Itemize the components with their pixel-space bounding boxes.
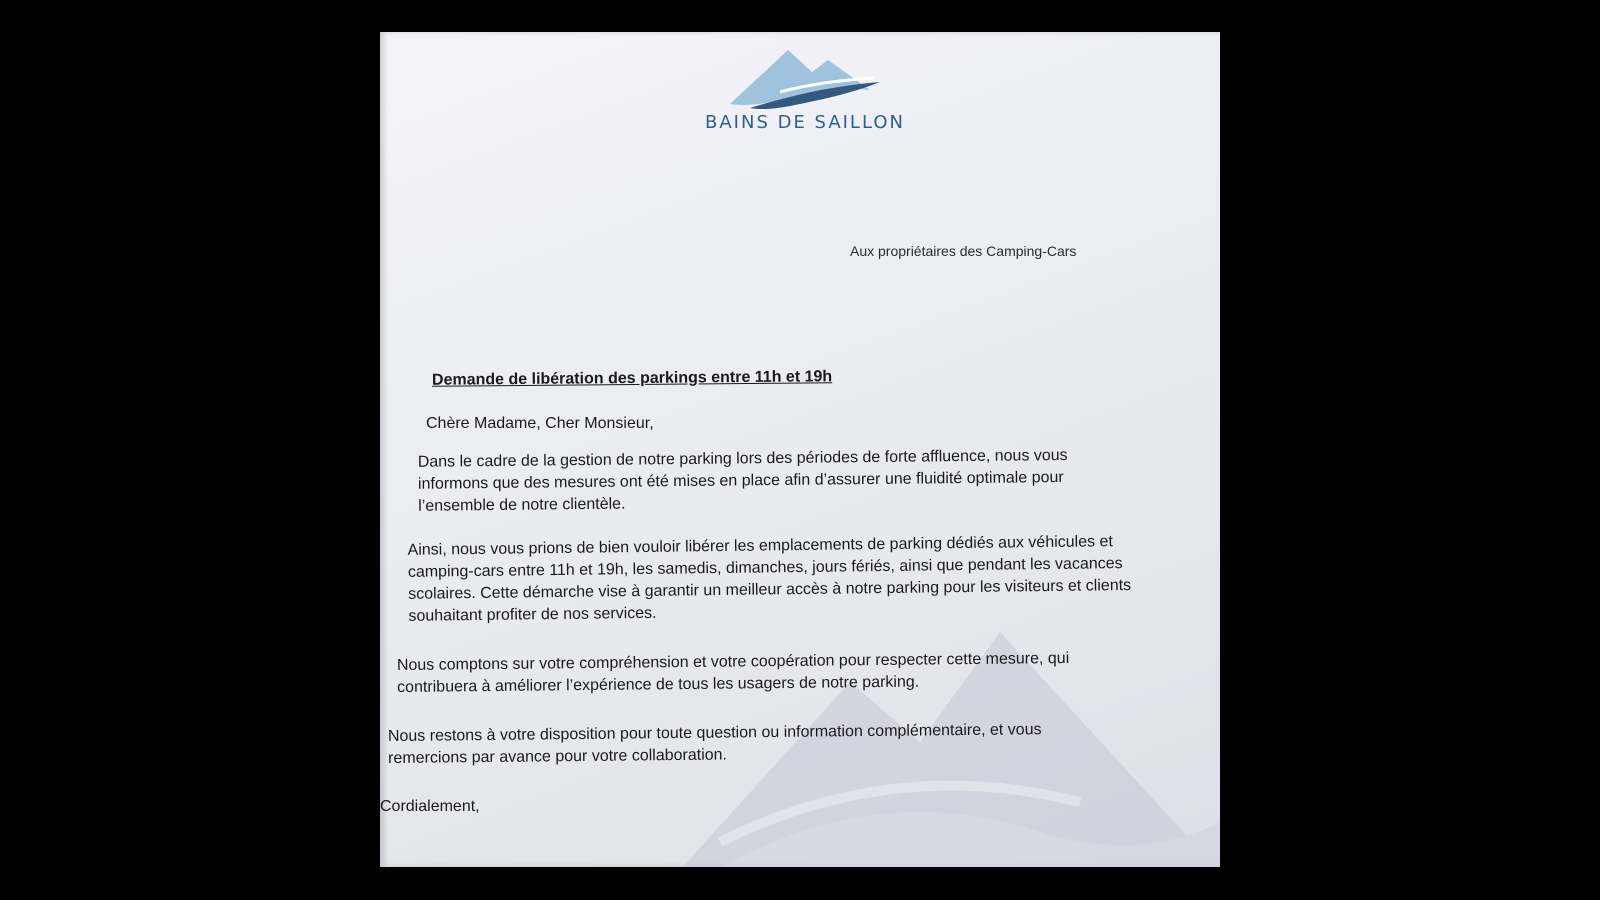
paragraph-line: remercions par avance pour votre collaboration.	[388, 746, 728, 768]
paragraph-line: l’ensemble de notre clientèle.	[418, 495, 626, 515]
paragraph-line: souhaitant profiter de nos services.	[408, 604, 657, 625]
paragraph-line: contribuera à améliorer l’expérience de tous les usagers de notre parking.	[397, 673, 920, 697]
letter-page	[380, 32, 1220, 867]
paragraph-line: Nous restons à votre disposition pour toute question ou information complémentaire, et vous	[387, 721, 1042, 746]
letter-subject: Demande de libération des parkings entre 11h et 19h	[431, 368, 833, 389]
closing: Cordialement,	[380, 798, 480, 815]
paragraph-line: Ainsi, nous vous prions de bien vouloir libérer les emplacements de parking dédiés aux véhicules et	[407, 533, 1113, 559]
mountain-logo-icon	[720, 42, 890, 112]
greeting: Chère Madame, Cher Monsieur,	[426, 415, 654, 432]
logo	[680, 42, 930, 162]
recipient-line: Aux propriétaires des Camping-Cars	[850, 243, 1077, 259]
paragraph-line: Nous comptons sur votre compréhension et votre coopération pour respecter cette mesure, qui	[396, 649, 1070, 675]
paragraph-4	[388, 718, 1158, 770]
paragraph-line: informons que des mesures ont été mises en place afin d’assurer une fluidité optimale pour	[417, 469, 1064, 493]
paragraph-line: camping-cars entre 11h et 19h, les samedis, dimanches, jours fériés, ainsi que pendant les vacances	[407, 555, 1123, 581]
paragraph-1	[418, 444, 1139, 518]
paragraph-line: Dans le cadre de la gestion de notre parking lors des périodes de forte affluence, nous vous	[417, 446, 1068, 471]
paragraph-3	[397, 647, 1167, 699]
brand-name: BAINS DE SAILLON	[705, 112, 905, 133]
paragraph-2	[407, 530, 1198, 628]
paragraph-line: scolaires. Cette démarche vise à garantir un meilleur accès à notre parking pour les visiteurs et clients	[408, 576, 1132, 603]
